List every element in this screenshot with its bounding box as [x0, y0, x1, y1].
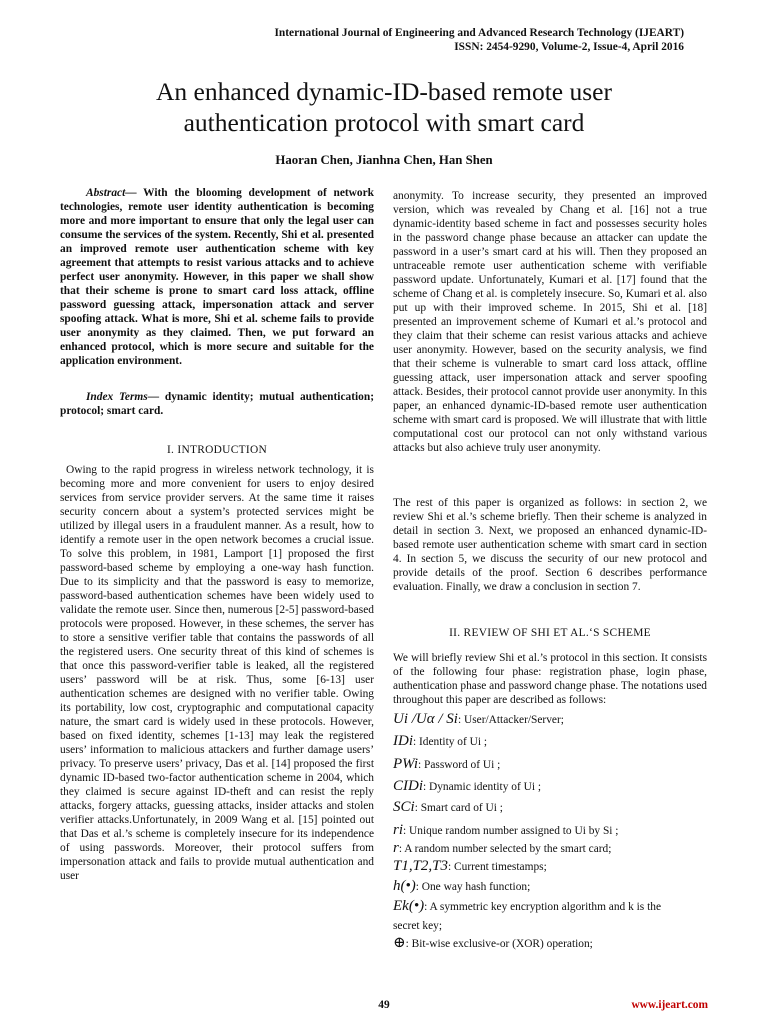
notation-item: Ui /Uα / Si: User/Attacker/Server;: [393, 711, 564, 727]
notation-item: ri: Unique random number assigned to Ui by Si ;: [393, 822, 619, 838]
abstract: [60, 186, 374, 368]
notation-item: Ek(•): A symmetric key encryption algorithm and k is the: [393, 898, 662, 914]
index-terms: [60, 390, 374, 418]
notation-item: ⊕: Bit-wise exclusive-or (XOR) operation;: [393, 935, 593, 951]
journal-header: [275, 26, 685, 54]
authors: Haoran Chen, Jianhna Chen, Han Shen: [275, 153, 493, 167]
journal-name: International Journal of Engineering and Advanced Research Technology (IJEART): [274, 27, 684, 39]
notation-item: PWi: Password of Ui ;: [393, 756, 501, 772]
abstract-lead: Abstract—: [86, 187, 137, 199]
right-paragraph-3: We will briefly review Shi et al.’s protocol in this section. It consists of the following four phase: registration phase, login phase, authentication phase and password change phase. The notations used throughout this paper are described as follows:: [393, 652, 707, 706]
abstract-text: With the blooming development of network technologies, remote user identity authentication is becoming more and more important to ensure that only the legal user can consume the services of the system. Recently, Shi et al. presented an improved remote user authentication scheme with key agreement that attempts to resist various attacks and to achieve perfect user anonymity. However, in this paper we shall show that their scheme is prone to smart card loss attack, offline password guessing attack, impersonation attack and server spoofing attack. What is more, Shi et al. scheme fails to provide user anonymity as they claimed. Then, we put forward an enhanced protocol, which is more secure and suitable for the application environment.: [60, 187, 374, 367]
notation-item: IDi: Identity of Ui ;: [393, 733, 488, 749]
introduction-text: Owing to the rapid progress in wireless network technology, it is becoming more and more convenient for users to enjoy desired services from service provider servers. At the same time it raises security concern about a system’s protected services might be utilized by illegal users in a fraudulent manner. As a result, how to identify a remote user in the open network becomes a crucial issue. To solve this problem, in 1981, Lamport [1] proposed the first password-based scheme by employing a one-way hash function. Due to its simplicity and that the password is easy to memorize, password-based authentication schemes have been widely used to validate the remote user. Since then, numerous [2-5] password-based protocols were proposed. However, in these schemes, the server has to store a sensitive verifier table that contains the passwords of all the registered users. One security threat of this kind of schemes is that once this password-verifier table is leaked, all the registered users’ password will be at risk. Thus, some [6-13] user authentication schemes are designed with no verifier table. Owing its portability, low cost, cryptographic and computational capacity nature, the smart card is widely used in these protocols. However, based on fixed identity, schemes [1-13] may leak the registered users’ information to malicious attackers and further damage users’ privacy. To preserve users’ privacy, Das et al. [14] proposed the first dynamic ID-based two-factor authentication scheme in 2004, which they claimed is secure against ID-theft and can resist the reply attacks, forgery attacks, guessing attacks, insider attacks and stolen verifier attacks.Unfortunately, in 2009 Wang et al. [15] pointed out that Das et al.’s scheme is completely insecure for its independence of using passwords. Moreover, their protocol suffers from impersonation attack and fails to provide mutual authentication and user: [60, 464, 374, 882]
notation-item: h(•): One way hash function;: [393, 878, 531, 894]
title-line-2: authentication protocol with smart card: [183, 108, 585, 137]
notation-item: T1,T2,T3: Current timestamps;: [393, 858, 547, 874]
notation-item: secret key;: [393, 920, 443, 932]
section-heading-review: II. REVIEW OF SHI ET AL.‘S SCHEME: [449, 627, 651, 639]
right-paragraph-1: anonymity. To increase security, they presented an improved version, which was revealed by Chang et al. [16] not a true dynamic-identity based scheme in fact and possesses security holes in the password change phase because an attacker can update the password in a user’s smart card at his will. Then they proposed an untraceable remote user authentication scheme with verifiable password update. Unfortunately, Kumari et al. [17] found that the scheme of Chang et al. is completely insecure. So, Kumari et al. also put up with their improved scheme. In 2015, Shi et al. [18] presented an improvement scheme of Kumari et al.’s protocol and they claim that their scheme can resist various attacks and achieve user anonymity. However, based on the security analysis, we find that their scheme is vulnerable to smart card loss attack, offline guessing attack, user impersonation attack and server spoofing attack. Besides, their protocol cannot provide user anonymity. In this paper, an enhanced dynamic-ID-based remote user authentication scheme with smart card is proposed. We will illustrate that with little computational cost our protocol can not only withstand various attacks but also achieve truly user anonymity.: [393, 190, 707, 454]
notation-item: r: A random number selected by the smart card;: [393, 840, 612, 856]
notation-item: CIDi: Dynamic identity of Ui ;: [393, 778, 541, 794]
paper-title: [0, 76, 768, 138]
footer-url[interactable]: www.ijeart.com: [631, 999, 708, 1011]
journal-issn: ISSN: 2454-9290, Volume-2, Issue-4, April 2016: [454, 41, 684, 53]
right-paragraph-2: The rest of this paper is organized as follows: in section 2, we review Shi et al.’s scheme briefly. Then their scheme is analyzed in detail in section 3. Next, we proposed an enhanced dynamic-ID-based remote user authentication scheme with smart card in section 4. In section 5, we discuss the security of our new protocol and provide details of the proof. Section 6 describes performance evaluation. Finally, we draw a conclusion in section 7.: [393, 497, 707, 593]
page-number: 49: [378, 999, 390, 1011]
title-line-1: An enhanced dynamic-ID-based remote user: [156, 77, 612, 106]
section-heading-introduction: I. INTRODUCTION: [166, 444, 268, 456]
index-terms-text: dynamic identity; mutual authentication; protocol; smart card.: [60, 391, 374, 417]
index-terms-lead: Index Terms—: [86, 391, 160, 403]
notation-item: SCi: Smart card of Ui ;: [393, 799, 503, 815]
